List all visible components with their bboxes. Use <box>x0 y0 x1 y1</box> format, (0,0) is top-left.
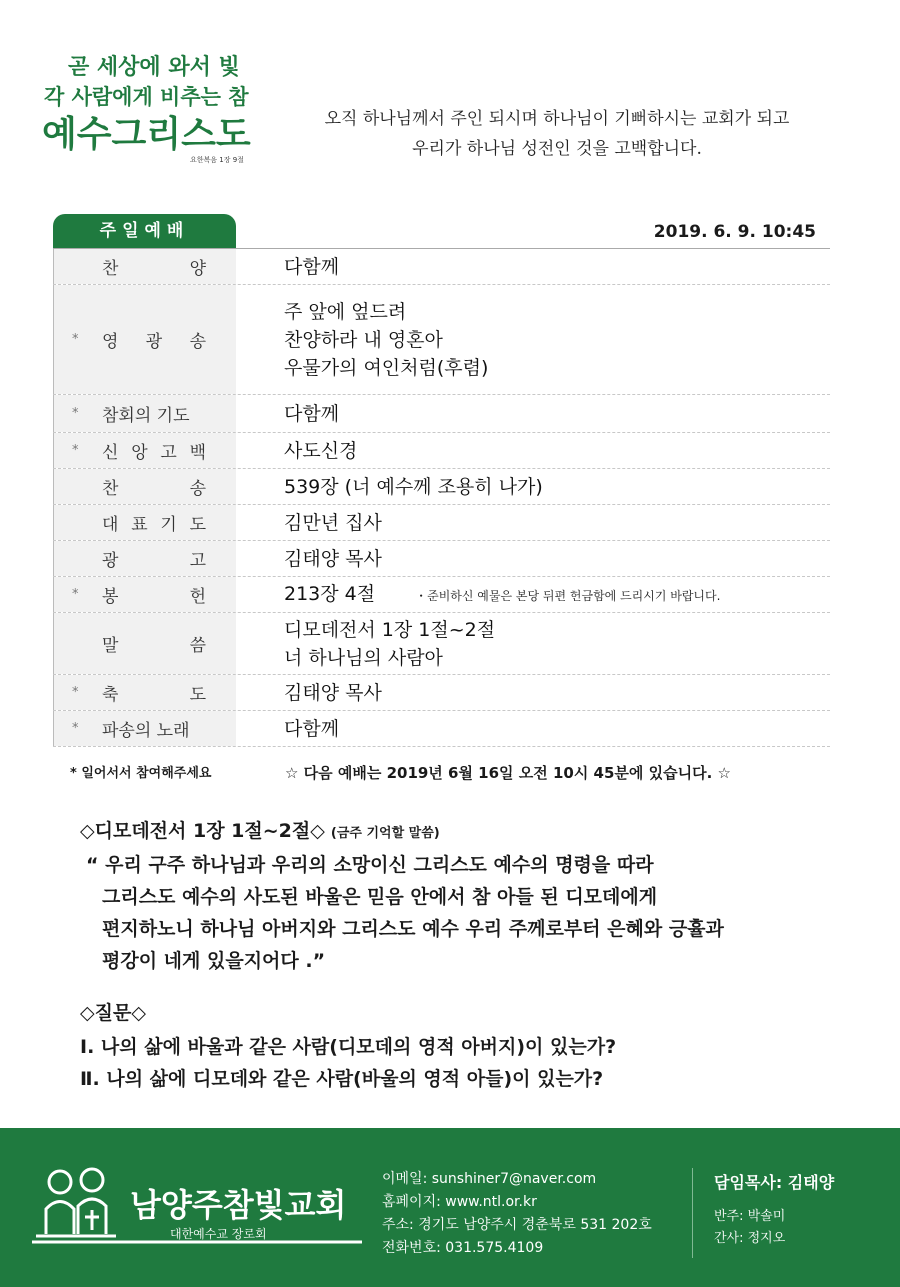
order-value-text: 주 앞에 엎드려 <box>284 300 407 323</box>
verse-line: 편지하노니 하나님 아버지와 그리스도 예수 우리 주께로부터 은혜와 긍휼과 <box>102 918 724 940</box>
theme-reference: 요한복음 1장 9절 <box>190 156 244 164</box>
stand-asterisk: * <box>72 443 79 458</box>
order-value <box>236 249 830 284</box>
order-label-char: 봉 <box>102 587 119 607</box>
order-value-line <box>284 644 830 672</box>
order-value-text: 김만년 집사 <box>284 511 382 534</box>
order-value-text: 다함께 <box>284 717 340 740</box>
order-label-char: 양 <box>189 259 206 279</box>
order-value-line <box>284 298 830 326</box>
motto-line: 우리가 하나님 성전인 것을 고백합니다. <box>412 139 702 159</box>
order-row <box>53 711 830 747</box>
order-label-char: 찬 <box>102 259 119 279</box>
church-motto <box>262 104 852 164</box>
service-title: 주일예배 <box>53 214 236 248</box>
order-label-char: 대 <box>102 515 119 535</box>
divider <box>692 1168 693 1258</box>
order-value-line <box>284 326 830 354</box>
order-label <box>53 675 236 710</box>
calligraphy-line-1: 곧 세상에 와서 빛 <box>68 55 240 80</box>
order-row <box>53 505 830 541</box>
denomination: 대한예수교 장로회 <box>170 1227 267 1241</box>
order-row <box>53 469 830 505</box>
order-label-char: 앙 <box>131 443 148 463</box>
order-label <box>53 711 236 746</box>
order-value-line <box>284 473 830 501</box>
order-label <box>53 433 236 468</box>
church-name: 남양주참빛교회 <box>130 1186 347 1224</box>
order-value <box>236 541 830 576</box>
motto-line: 오직 하나님께서 주인 되시며 하나님이 기뻐하시는 교회가 되고 <box>324 109 790 129</box>
order-row <box>53 285 830 395</box>
order-value-text: 539장 (너 예수께 조용히 나가) <box>284 475 543 498</box>
verse-reference-note: (금주 기억할 말씀) <box>330 826 440 841</box>
order-value-line <box>284 253 830 281</box>
order-value-line <box>284 679 830 707</box>
order-value-text: 김태양 목사 <box>284 547 382 570</box>
order-value-line <box>284 545 830 573</box>
order-label <box>53 469 236 504</box>
order-value <box>236 395 830 432</box>
order-value <box>236 433 830 468</box>
order-label-char: 송 <box>189 332 206 352</box>
order-row <box>53 675 830 711</box>
order-value <box>236 505 830 540</box>
order-label-char: 헌 <box>189 587 206 607</box>
order-label-char: 광 <box>102 551 119 571</box>
order-label-char: 영 <box>102 332 119 352</box>
stand-asterisk: * <box>72 332 79 347</box>
stand-asterisk: * <box>72 406 79 421</box>
order-label <box>53 505 236 540</box>
order-label-char: 씀 <box>189 636 206 656</box>
order-row <box>53 395 830 433</box>
order-label <box>53 285 236 394</box>
order-value-line <box>284 354 830 382</box>
order-value <box>236 469 830 504</box>
secretary: 간사: 정지오 <box>714 1231 786 1246</box>
staff-list <box>714 1206 785 1250</box>
verse-line: “ 우리 구주 하나님과 우리의 소망이신 그리스도 예수의 명령을 따라 <box>86 854 654 876</box>
order-value-text: 우물가의 여인처럼(후렴) <box>284 356 489 379</box>
offering-note: ・준비하신 예물은 본당 뒤편 헌금함에 드리시기 바랍니다. <box>415 588 721 603</box>
calligraphy-line-2: 각 사람에게 비추는 참 <box>44 85 249 109</box>
church-footer <box>0 1128 900 1287</box>
accompanist: 반주: 박솔미 <box>714 1209 786 1224</box>
order-row <box>53 541 830 577</box>
memory-verse <box>80 816 840 977</box>
order-value <box>236 613 830 674</box>
order-label-char: 고 <box>160 443 177 463</box>
order-label <box>53 613 236 674</box>
order-label <box>53 249 236 284</box>
order-label-char: 신 <box>102 443 119 463</box>
phone: 전화번호: 031.575.4109 <box>382 1240 544 1256</box>
verse-line: 평강이 네게 있을지어다 .” <box>102 950 326 972</box>
order-value-line <box>284 437 830 465</box>
order-value-text: 너 하나님의 사람아 <box>284 646 443 669</box>
address: 주소: 경기도 남양주시 경춘북로 531 202호 <box>382 1217 652 1233</box>
order-value <box>236 711 830 746</box>
order-label <box>53 541 236 576</box>
order-row <box>53 249 830 285</box>
next-service-notice: ☆ 다음 예배는 2019년 6월 16일 오전 10시 45분에 있습니다. ☆ <box>285 764 731 782</box>
church-logo <box>32 1154 367 1264</box>
discussion-questions <box>80 998 840 1095</box>
order-value-line <box>284 580 830 610</box>
order-label-char: 도 <box>189 685 206 705</box>
order-value-text: 다함께 <box>284 402 340 425</box>
contact-info <box>382 1168 652 1260</box>
standing-footnote: * 일어서서 참여해주세요 <box>70 766 212 781</box>
order-value-line <box>284 715 830 743</box>
order-label-char: 백 <box>189 443 206 463</box>
order-value-text: 사도신경 <box>284 439 358 462</box>
order-label-char: 찬 <box>102 479 119 499</box>
order-value-text: 213장 4절 <box>284 582 376 605</box>
question-item: Ⅱ. 나의 삶에 디모데와 같은 사람(바울의 영적 아들)이 있는가? <box>80 1068 604 1090</box>
order-value-line <box>284 616 830 644</box>
order-row <box>53 433 830 469</box>
order-label-char: 고 <box>189 551 206 571</box>
order-label-char: 참회의 기도 <box>102 406 190 426</box>
stand-asterisk: * <box>72 685 79 700</box>
email[interactable]: 이메일: sunshiner7@naver.com <box>382 1171 597 1187</box>
senior-pastor: 담임목사: 김태양 <box>714 1173 835 1192</box>
verse-reference: ◇디모데전서 1장 1절~2절◇ <box>80 820 325 842</box>
order-value <box>236 577 830 612</box>
theme-calligraphy <box>40 48 270 168</box>
order-of-worship <box>53 248 830 747</box>
verse-line: 그리스도 예수의 사도된 바울은 믿음 안에서 참 아들 된 디모데에게 <box>102 886 658 908</box>
questions-title: ◇질문◇ <box>80 1002 146 1024</box>
order-label-char: 축 <box>102 685 119 705</box>
order-value-text: 다함께 <box>284 255 340 278</box>
stand-asterisk: * <box>72 721 79 736</box>
order-label-char: 말 <box>102 636 119 656</box>
calligraphy-line-3: 예수그리스도 <box>42 114 251 155</box>
order-label <box>53 395 236 432</box>
order-row <box>53 577 830 613</box>
order-value-line <box>284 400 830 428</box>
order-label <box>53 577 236 612</box>
order-value-text: 김태양 목사 <box>284 681 382 704</box>
order-value <box>236 285 830 394</box>
order-value-text: 찬양하라 내 영혼아 <box>284 328 443 351</box>
service-date: 2019. 6. 9. 10:45 <box>653 222 816 242</box>
order-row <box>53 613 830 675</box>
order-label-char: 기 <box>160 515 177 535</box>
order-label-char: 표 <box>131 515 148 535</box>
order-label-char: 송 <box>189 479 206 499</box>
order-label-char: 도 <box>189 515 206 535</box>
stand-asterisk: * <box>72 587 79 602</box>
order-value-line <box>284 509 830 537</box>
order-value-text: 디모데전서 1장 1절~2절 <box>284 618 496 641</box>
order-label-char: 광 <box>145 332 163 352</box>
question-item: Ⅰ. 나의 삶에 바울과 같은 사람(디모데의 영적 아버지)이 있는가? <box>80 1036 617 1058</box>
order-value <box>236 675 830 710</box>
order-label-char: 파송의 노래 <box>102 721 190 741</box>
homepage[interactable]: 홈페이지: www.ntl.or.kr <box>382 1194 537 1210</box>
